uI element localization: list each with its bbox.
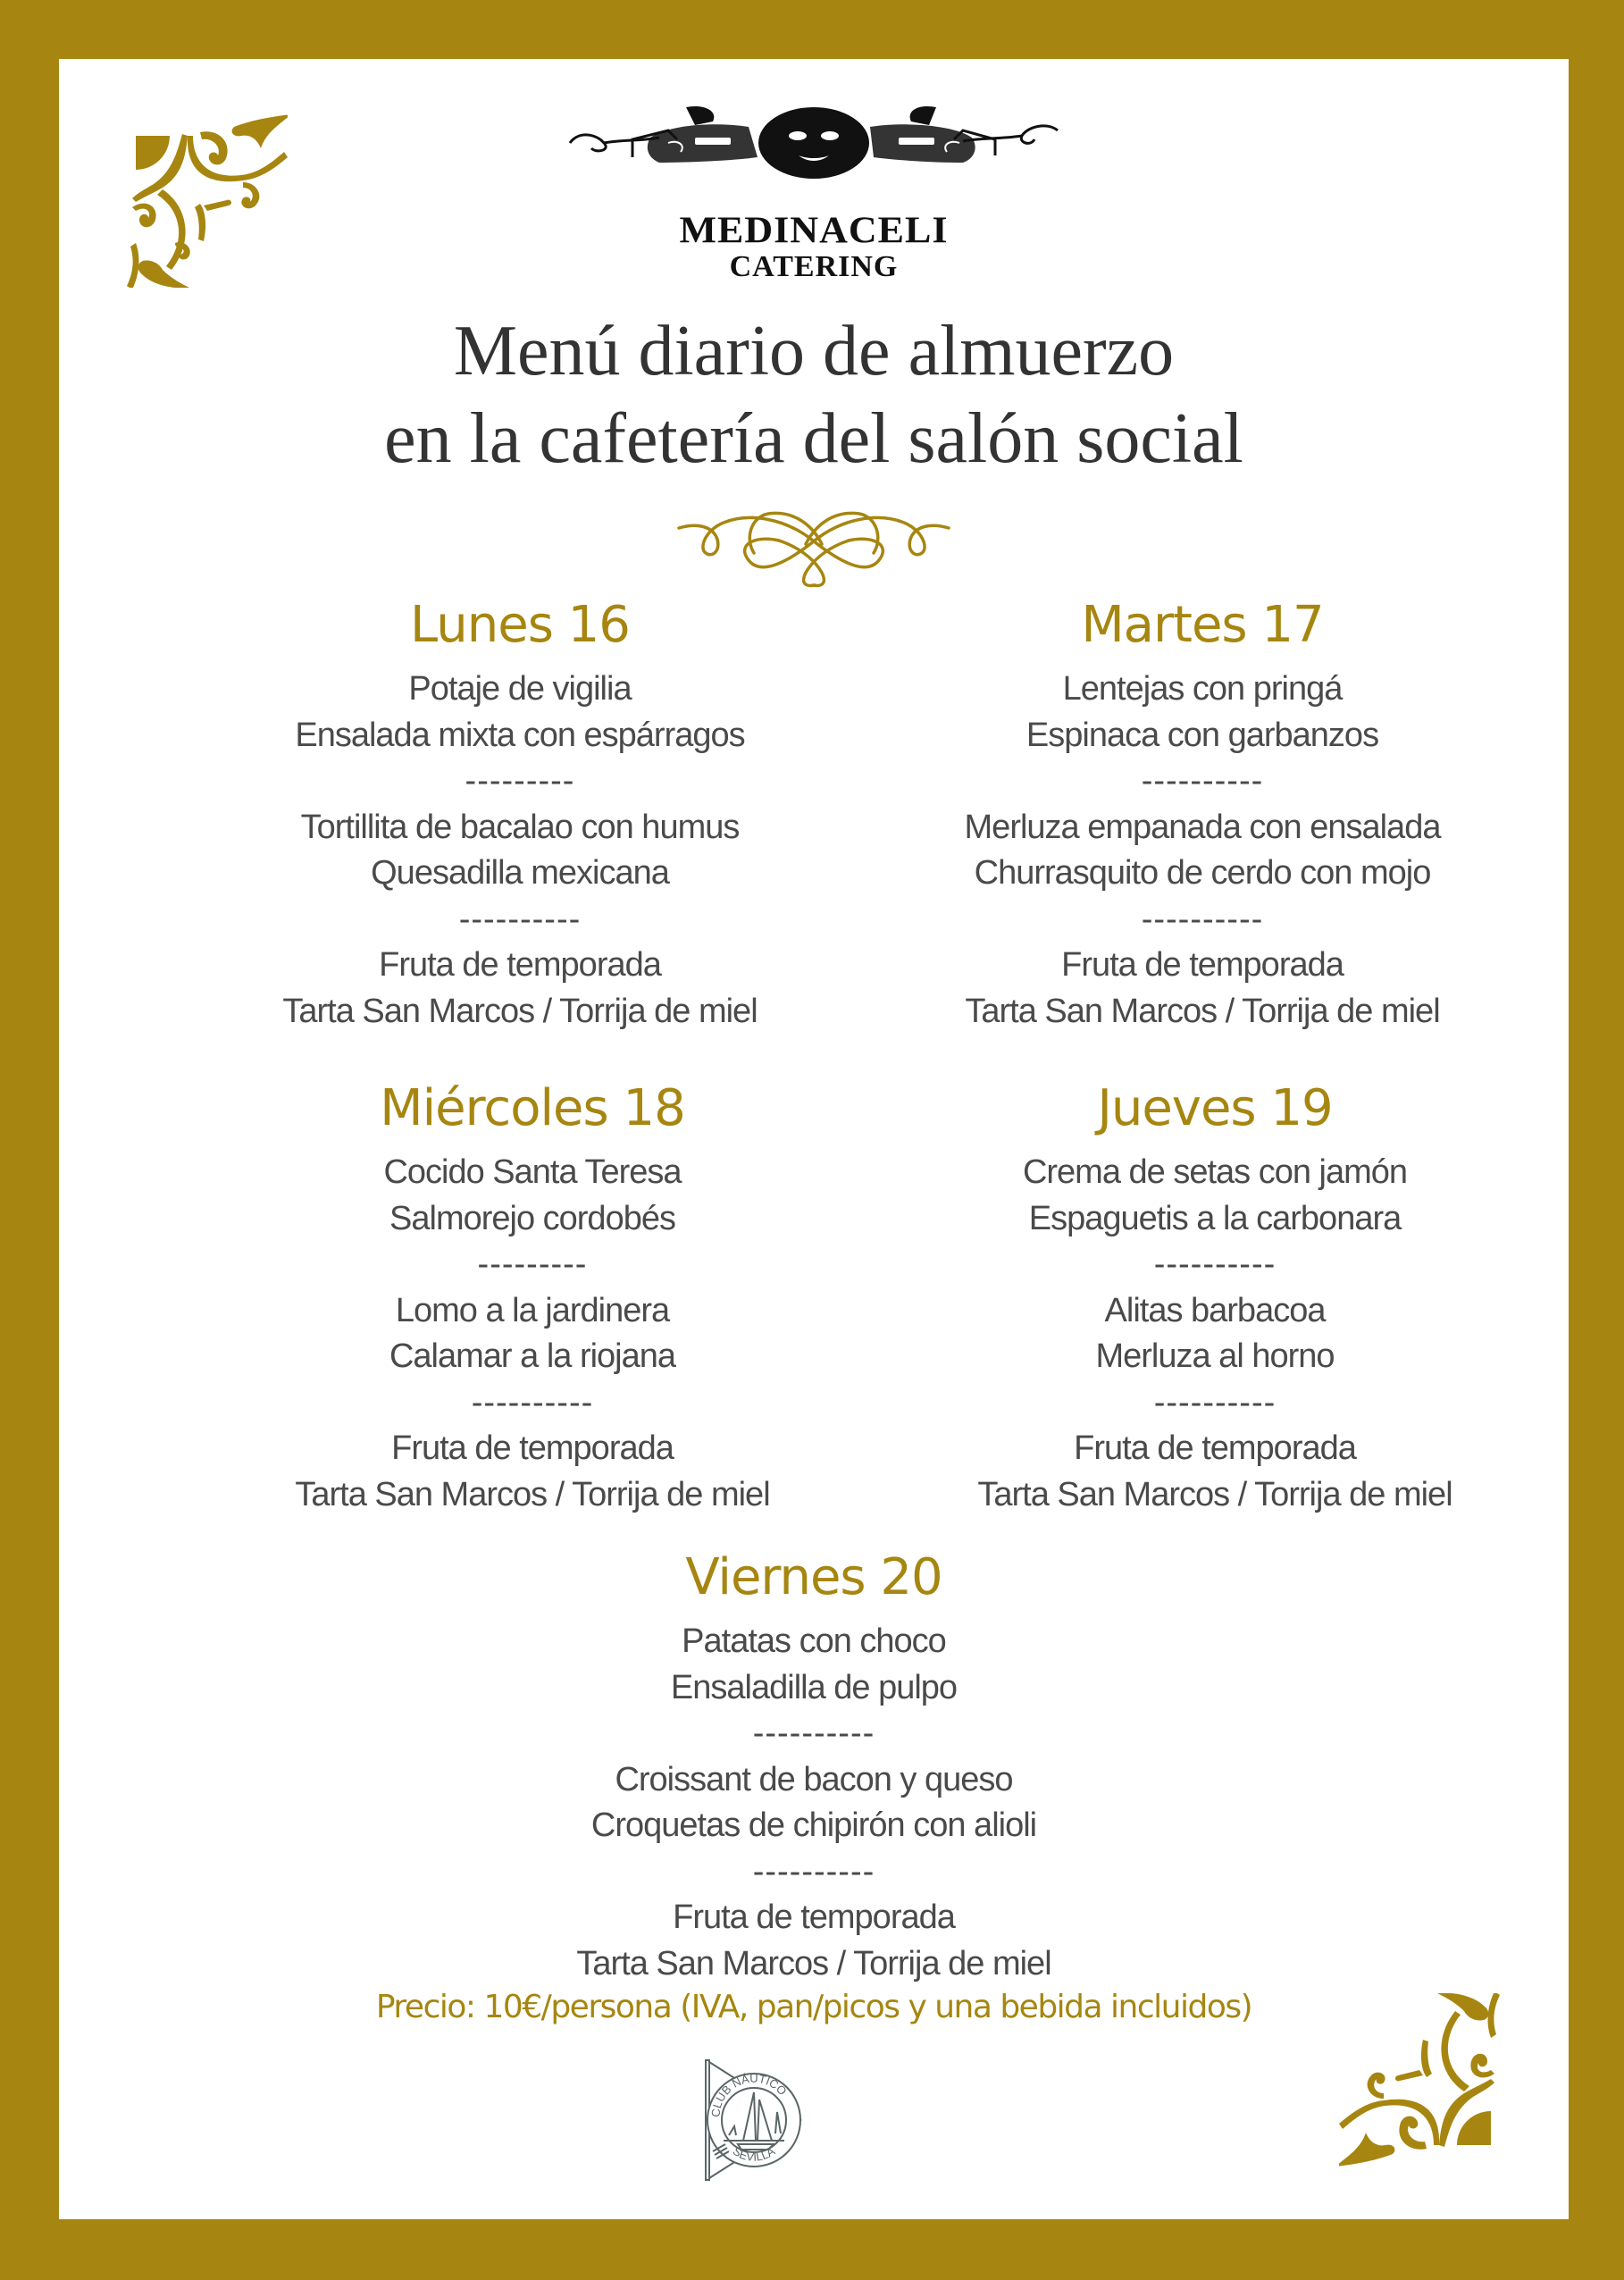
dish-item: Tarta San Marcos / Torrija de miel bbox=[977, 1475, 1452, 1513]
dish-item: Churrasquito de cerdo con mojo bbox=[974, 854, 1431, 892]
day-menu-wednesday bbox=[193, 1079, 872, 1518]
dish-item: Patatas con choco bbox=[682, 1622, 946, 1660]
club-nautico-logo-icon bbox=[704, 2058, 802, 2182]
course-separator: ---------- bbox=[752, 1852, 875, 1890]
day-menu-thursday bbox=[875, 1079, 1554, 1518]
day-title: Miércoles 18 bbox=[380, 1079, 685, 1137]
course-separator: --------- bbox=[477, 1245, 588, 1283]
day-menu-friday bbox=[474, 1548, 1153, 1987]
brand-emblem-icon bbox=[561, 104, 1067, 179]
dish-item: Croissant de bacon y queso bbox=[615, 1760, 1013, 1798]
brand-subtitle: CATERING bbox=[729, 250, 899, 283]
club-logo-top-text: CLUB NÁUTICO bbox=[708, 2071, 790, 2118]
dish-item: Alitas barbacoa bbox=[1104, 1291, 1326, 1329]
day-title: Viernes 20 bbox=[685, 1548, 942, 1606]
dish-item: Fruta de temporada bbox=[391, 1429, 674, 1467]
dish-item: Fruta de temporada bbox=[673, 1899, 955, 1936]
dish-item: Fruta de temporada bbox=[379, 946, 661, 984]
dish-item: Ensaladilla de pulpo bbox=[670, 1668, 958, 1706]
course-separator: ---------- bbox=[752, 1714, 875, 1752]
course-separator: --------- bbox=[465, 762, 575, 800]
dish-item: Salmorejo cordobés bbox=[389, 1199, 675, 1237]
dish-item: Tarta San Marcos / Torrija de miel bbox=[282, 992, 758, 1030]
dish-item: Croquetas de chipirón con alioli bbox=[590, 1806, 1037, 1844]
title-line-2: en la cafetería del salón social bbox=[384, 399, 1243, 478]
dish-item: Tarta San Marcos / Torrija de miel bbox=[965, 992, 1440, 1030]
dish-item: Espinaca con garbanzos bbox=[1025, 716, 1379, 754]
course-separator: ---------- bbox=[471, 1383, 594, 1421]
dish-item: Fruta de temporada bbox=[1061, 946, 1344, 984]
page-title bbox=[59, 307, 1569, 482]
dish-item: Merluza empanada con ensalada bbox=[964, 808, 1441, 846]
dish-item: Potaje de vigilia bbox=[408, 670, 632, 708]
day-title: Martes 17 bbox=[1081, 596, 1324, 654]
course-separator: ---------- bbox=[1153, 1383, 1277, 1421]
dish-item: Tortillita de bacalao con humus bbox=[300, 808, 740, 846]
title-line-1: Menú diario de almuerzo bbox=[453, 312, 1175, 390]
dish-item: Ensalada mixta con espárragos bbox=[295, 716, 745, 754]
menu-page bbox=[59, 59, 1569, 2219]
brand-name: MEDINACELI bbox=[679, 209, 949, 251]
dish-item: Calamar a la riojana bbox=[389, 1337, 676, 1375]
dish-item: Crema de setas con jamón bbox=[1022, 1153, 1408, 1191]
day-title: Jueves 19 bbox=[1097, 1079, 1333, 1137]
course-separator: ---------- bbox=[1153, 1245, 1277, 1283]
dish-item: Lomo a la jardinera bbox=[395, 1291, 670, 1329]
dish-item: Tarta San Marcos / Torrija de miel bbox=[295, 1475, 770, 1513]
course-separator: ---------- bbox=[458, 900, 582, 938]
day-menu-monday bbox=[180, 596, 859, 1035]
price-note: Precio: 10€/persona (IVA, pan/picos y una bebida incluidos) bbox=[375, 1989, 1252, 2025]
dish-item: Tarta San Marcos / Torrija de miel bbox=[576, 1944, 1051, 1982]
flourish-divider-icon bbox=[670, 499, 958, 589]
club-logo-bottom-text: SEVILLA bbox=[730, 2143, 778, 2164]
course-separator: ---------- bbox=[1141, 900, 1264, 938]
day-menu-tuesday bbox=[863, 596, 1542, 1035]
dish-item: Merluza al horno bbox=[1095, 1337, 1335, 1375]
dish-item: Lentejas con pringá bbox=[1062, 670, 1343, 708]
dish-item: Quesadilla mexicana bbox=[371, 854, 669, 892]
dish-item: Espaguetis a la carbonara bbox=[1028, 1199, 1402, 1237]
dish-item: Cocido Santa Teresa bbox=[383, 1153, 682, 1191]
day-title: Lunes 16 bbox=[410, 596, 630, 654]
course-separator: ---------- bbox=[1141, 762, 1264, 800]
dish-item: Fruta de temporada bbox=[1074, 1429, 1356, 1467]
